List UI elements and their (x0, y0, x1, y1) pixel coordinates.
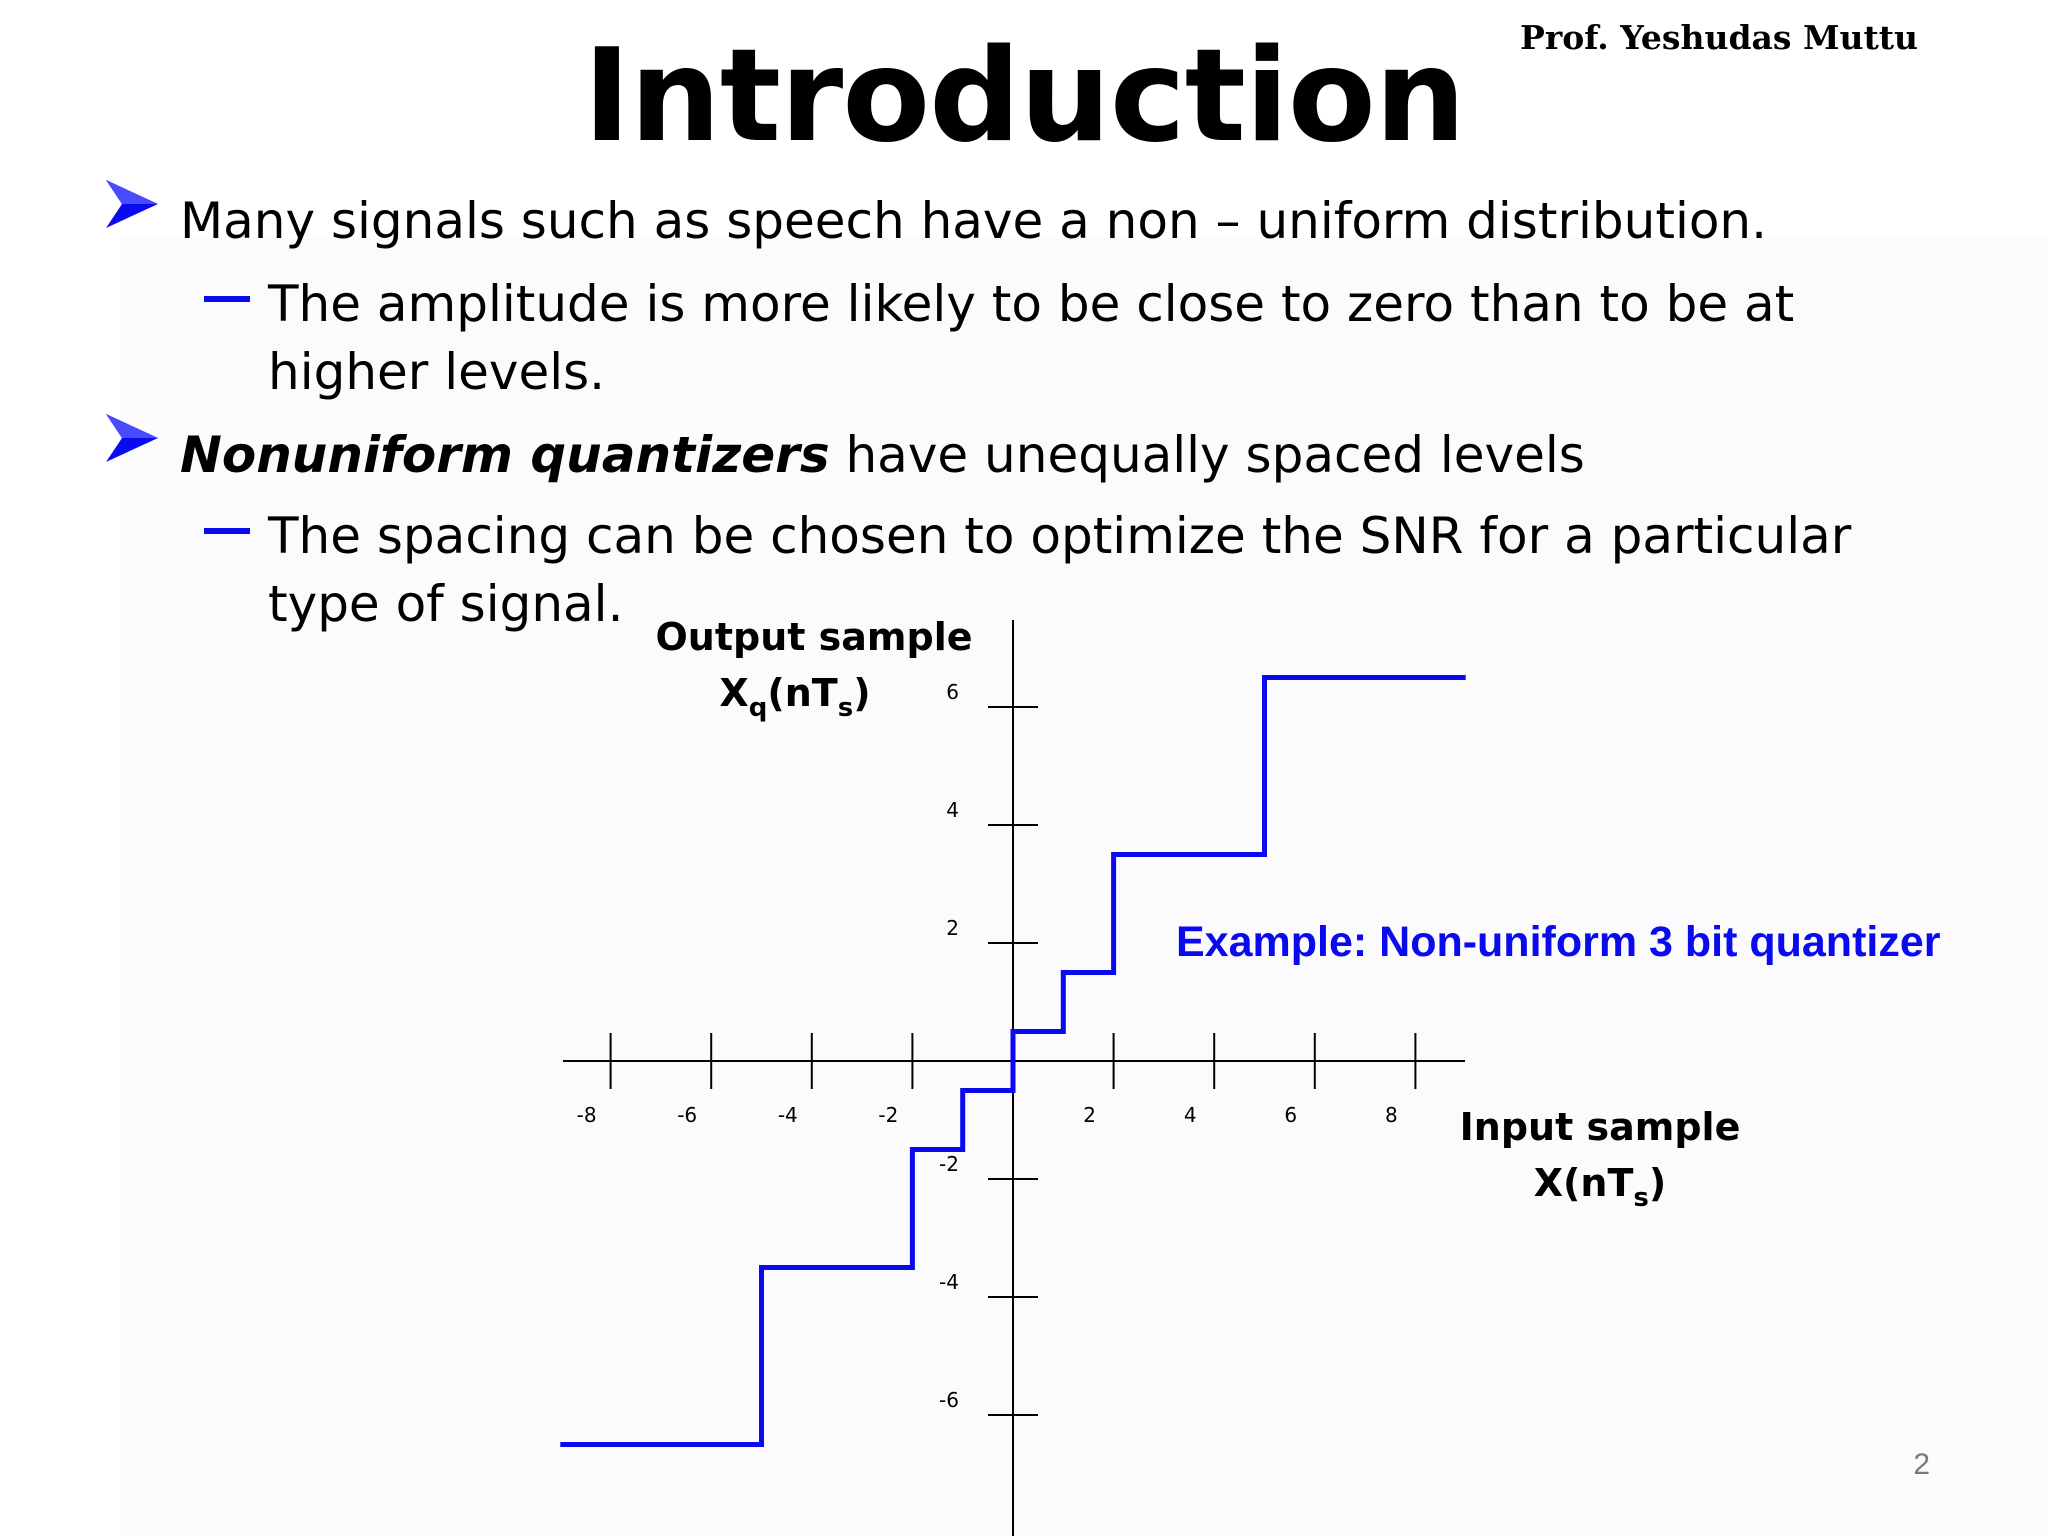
bullet-1-sub-text: The amplitude is more likely to be close to zero than to be at higher levels. (268, 275, 1795, 401)
page-number: 2 (1913, 1448, 1930, 1481)
chart-title: Example: Non-uniform 3 bit quantizer (1176, 918, 1941, 966)
x-tick-label: -4 (777, 1103, 798, 1127)
y-tick-label: 4 (946, 798, 959, 822)
x-tick-label: 4 (1183, 1103, 1197, 1127)
xlabel-x: X(nT (1533, 1161, 1634, 1205)
bullet-2-rest: have unequally spaced levels (829, 426, 1585, 484)
ylabel-sub-s: s (837, 693, 854, 723)
x-tick-label: -8 (576, 1103, 597, 1127)
y-axis-label-line1: Output sample (655, 615, 973, 659)
xlabel-close: ) (1648, 1161, 1667, 1205)
x-tick-label: -6 (677, 1103, 698, 1127)
xlabel-sub-s: s (1633, 1183, 1649, 1213)
y-tick-label: -2 (939, 1152, 959, 1176)
author-name: Prof. Yeshudas Muttu (1520, 18, 1918, 57)
ylabel-close: ) (853, 671, 871, 715)
x-tick-label: 2 (1083, 1103, 1096, 1127)
y-axis-label-line2 (719, 671, 870, 723)
x-axis-label-line1: Input sample (1459, 1105, 1741, 1149)
ylabel-sub-q: q (748, 693, 768, 723)
y-tick-label: -4 (939, 1270, 959, 1294)
y-tick-label: -6 (939, 1388, 959, 1412)
x-tick-label: 6 (1284, 1103, 1298, 1127)
bullet-2-sub-text: The spacing can be chosen to optimize the SNR for a particular type of signal. (268, 507, 1852, 633)
x-tick-label: -2 (878, 1103, 899, 1127)
page-title: Introduction (583, 22, 1465, 171)
ylabel-ntn: (nT (767, 671, 838, 715)
y-tick-label: 2 (946, 916, 959, 940)
y-tick-label: 6 (946, 680, 959, 704)
ylabel-x: X (719, 671, 749, 715)
bullet-1-text: Many signals such as speech have a non – uniform distribution. (180, 192, 1768, 250)
chart-ticks (577, 680, 1416, 1415)
x-tick-label: 8 (1385, 1103, 1398, 1127)
bullet-2-emphasis: Nonuniform quantizers (180, 426, 830, 484)
x-axis-label-line2 (1534, 1161, 1667, 1213)
